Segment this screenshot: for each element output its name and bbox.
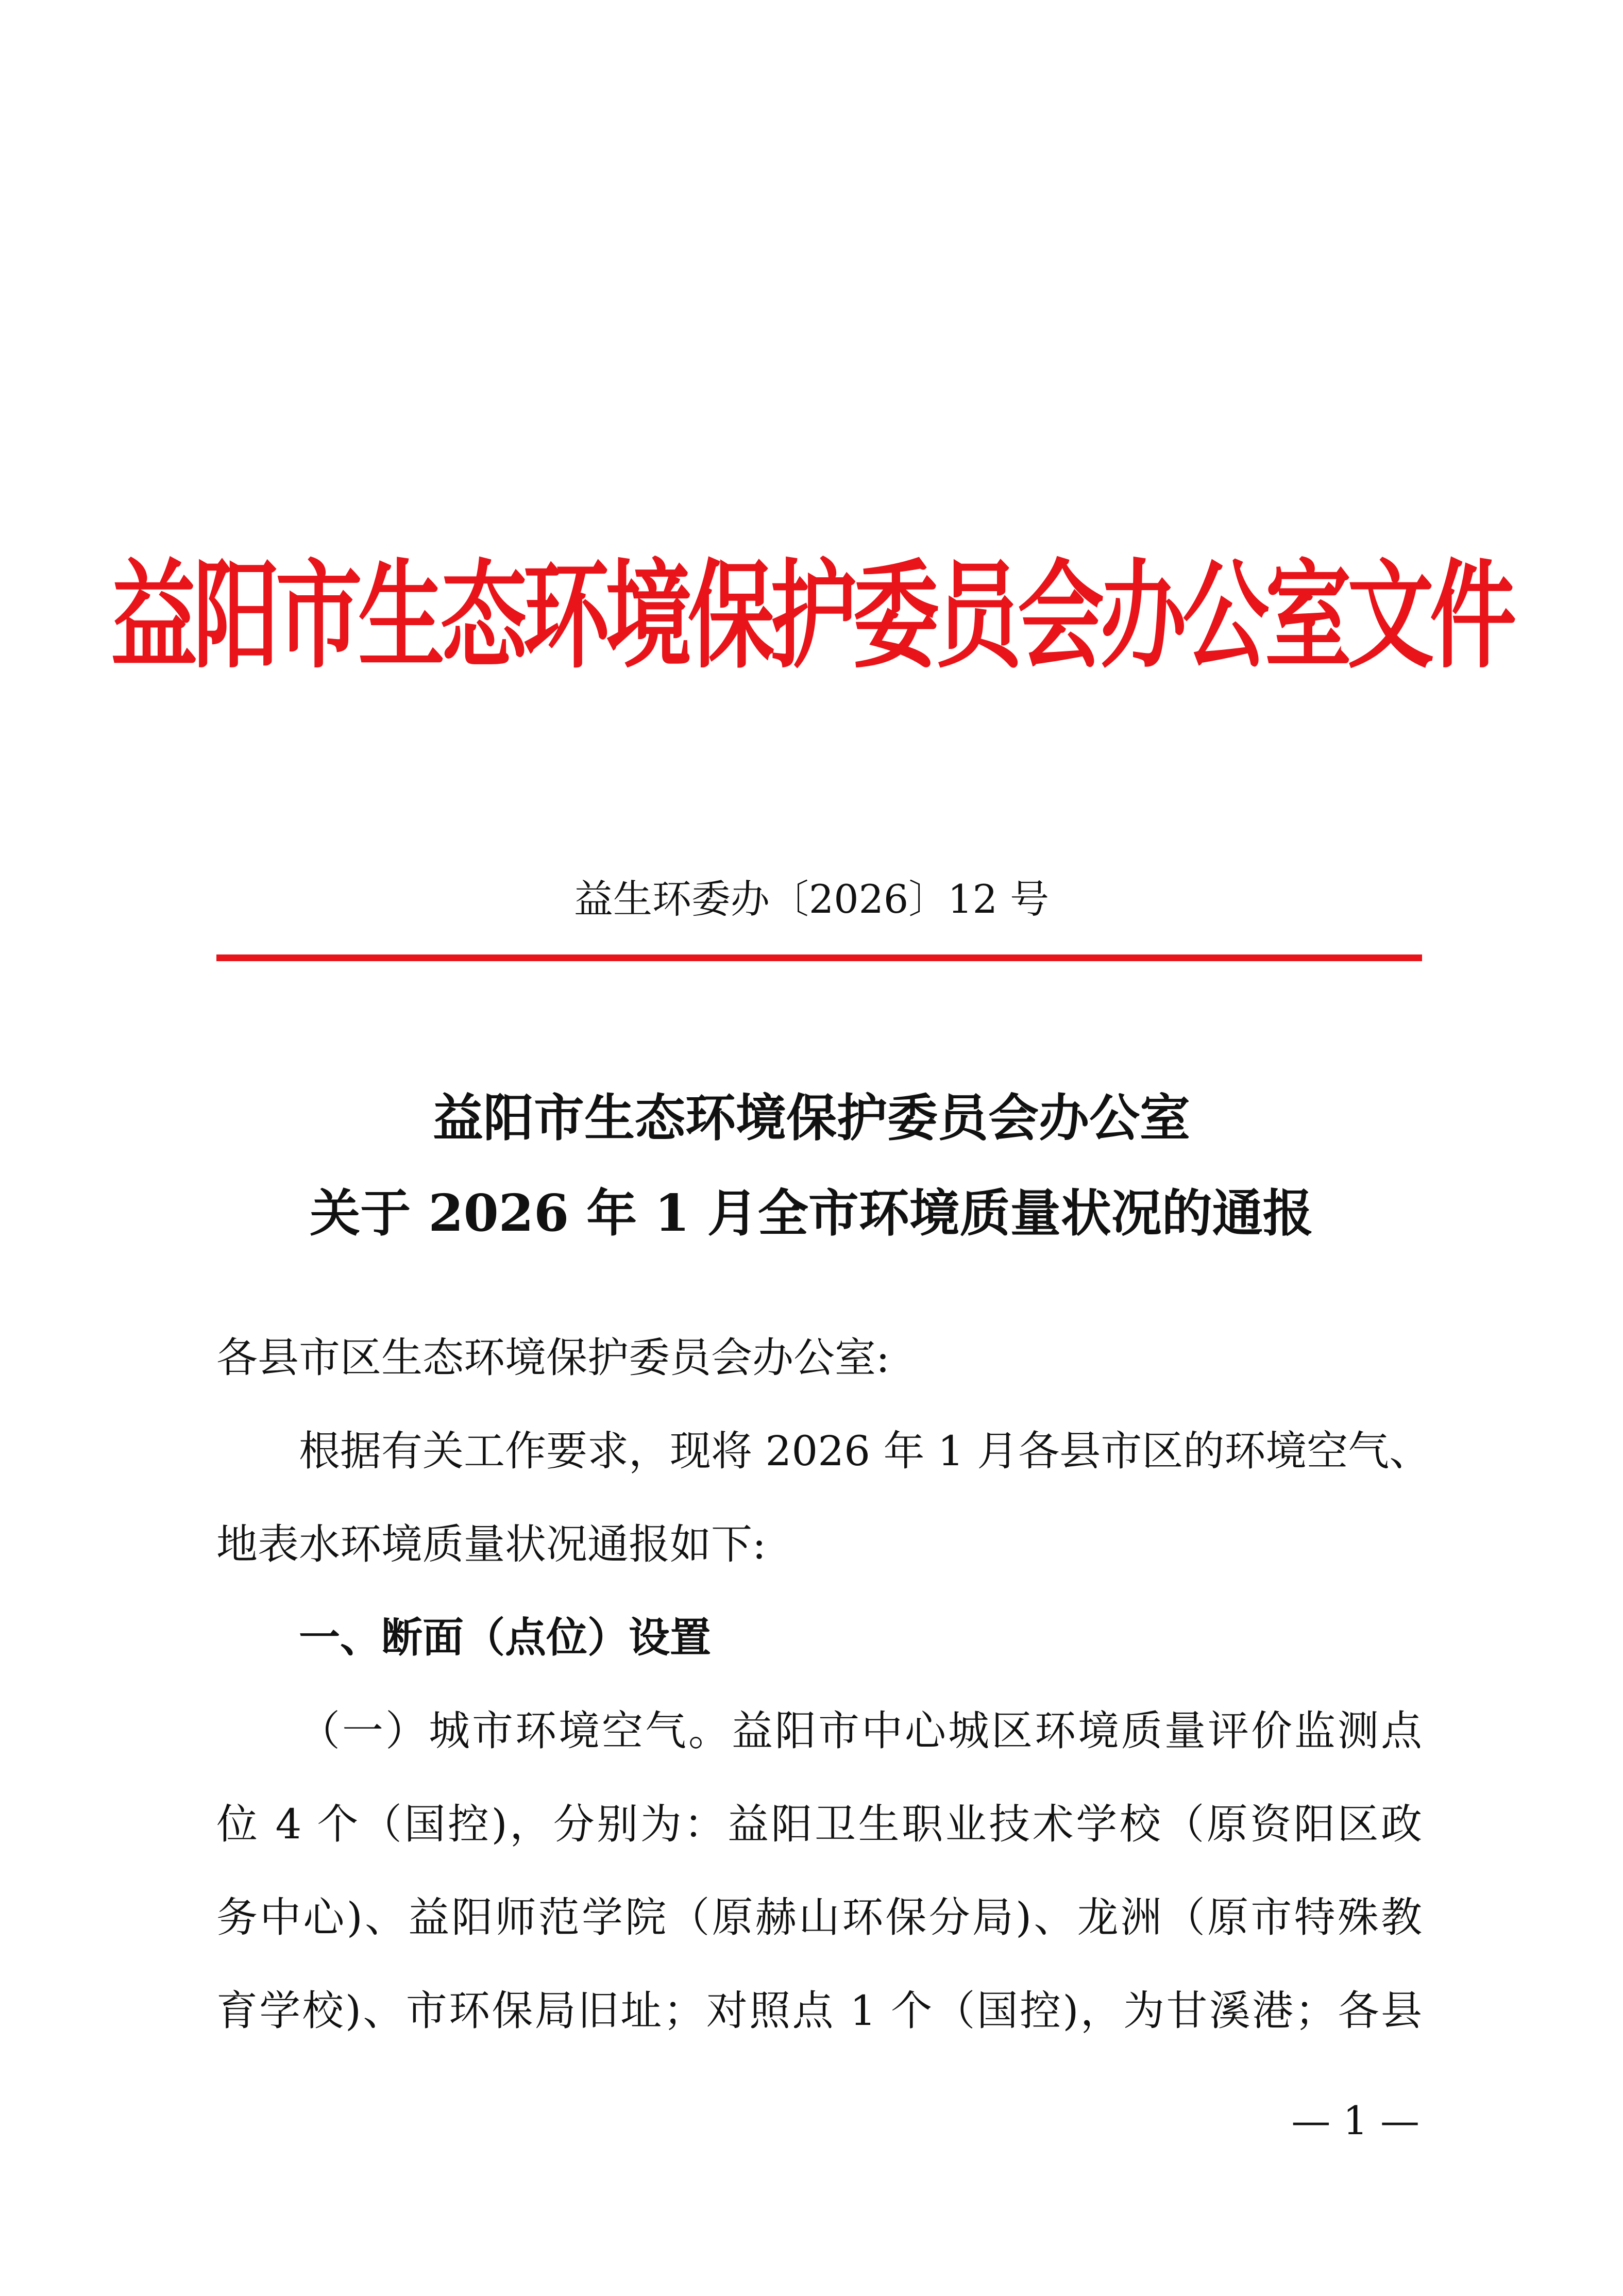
salutation: 各县市区生态环境保护委员会办公室:	[216, 1334, 890, 1382]
document-number: 益生环委办〔2026〕12 号	[573, 876, 1050, 922]
paragraph-1-line-2: 地表水环境质量状况通报如下:	[216, 1520, 766, 1568]
notice-title-line-1: 益阳市生态环境保护委员会办公室	[432, 1088, 1190, 1148]
paragraph-2-line-2: 位 4 个（国控)，分别为：益阳卫生职业技术学校（原资阳区政	[216, 1800, 1422, 1848]
paragraph-2-line-3: 务中心)、益阳师范学院（原赫山环保分局)、龙洲（原市特殊教	[216, 1893, 1422, 1941]
page-number: — 1 —	[1291, 2098, 1419, 2143]
section-1-heading: 一、断面（点位）设置	[299, 1614, 711, 1662]
red-divider-line	[216, 954, 1422, 961]
paragraph-2-line-4: 育学校)、市环保局旧址；对照点 1 个（国控)，为甘溪港；各县	[216, 1987, 1422, 2035]
paragraph-1-line-1: 根据有关工作要求，现将 2026 年 1 月各县市区的环境空气、	[299, 1427, 1431, 1475]
notice-title-line-2: 关于 2026 年 1 月全市环境质量状况的通报	[310, 1184, 1313, 1243]
paragraph-2-line-1: （一）城市环境空气。益阳市中心城区环境质量评价监测点	[299, 1707, 1422, 1755]
document-header-title: 益阳市生态环境保护委员会办公室文件	[111, 548, 1512, 684]
